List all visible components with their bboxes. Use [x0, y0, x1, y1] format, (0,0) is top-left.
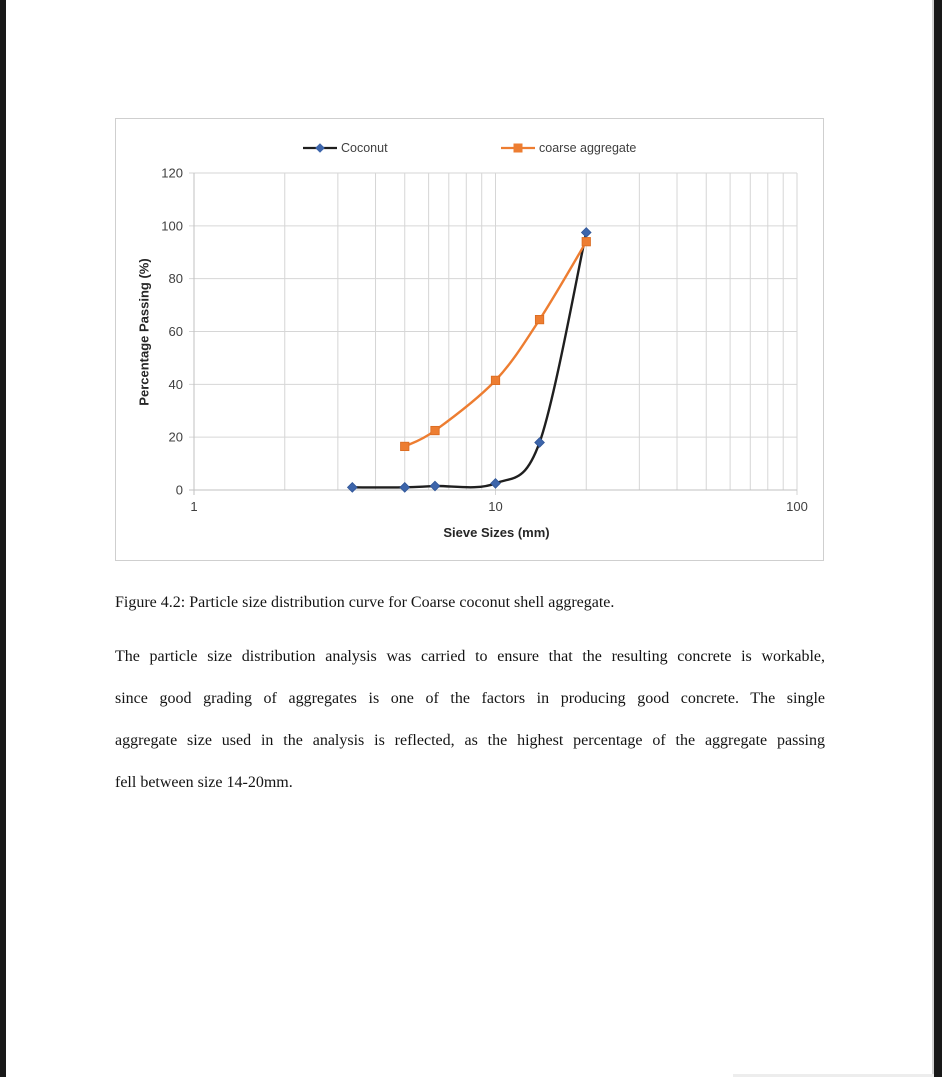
paragraph-line: The particle size distribution analysis was carried to ensure that the resulting concrete is workable, [115, 648, 825, 665]
svg-text:80: 80 [168, 271, 183, 287]
chart-svg [116, 119, 823, 560]
svg-text:100: 100 [161, 218, 183, 234]
paragraph-line: since good grading of aggregates is one of the factors in producing good concrete. The single [115, 690, 825, 707]
svg-text:40: 40 [168, 376, 183, 392]
y-axis-title: Percentage Passing (%) [136, 258, 152, 406]
svg-text:120: 120 [161, 165, 183, 181]
svg-text:10: 10 [488, 499, 503, 514]
legend-label-coconut: Coconut [341, 141, 388, 155]
body-paragraph [115, 636, 825, 804]
svg-text:60: 60 [168, 324, 183, 339]
right-edge-bar [934, 0, 942, 1077]
chart-plot-area [116, 119, 823, 560]
svg-text:0: 0 [175, 482, 183, 498]
svg-text:1: 1 [190, 499, 198, 514]
svg-text:100: 100 [786, 499, 808, 514]
x-axis-title: Sieve Sizes (mm) [443, 525, 550, 540]
left-edge-bar [0, 0, 6, 1077]
svg-text:20: 20 [168, 429, 183, 445]
legend-label-coarse-aggregate: coarse aggregate [539, 141, 637, 155]
paragraph-line: aggregate size used in the analysis is reflected, as the highest percentage of the aggregate passing [115, 732, 825, 749]
figure-4-2-chart [115, 118, 824, 561]
paragraph-line: fell between size 14-20mm. [115, 774, 293, 791]
figure-caption: Figure 4.2: Particle size distribution curve for Coarse coconut shell aggregate. [115, 594, 615, 611]
